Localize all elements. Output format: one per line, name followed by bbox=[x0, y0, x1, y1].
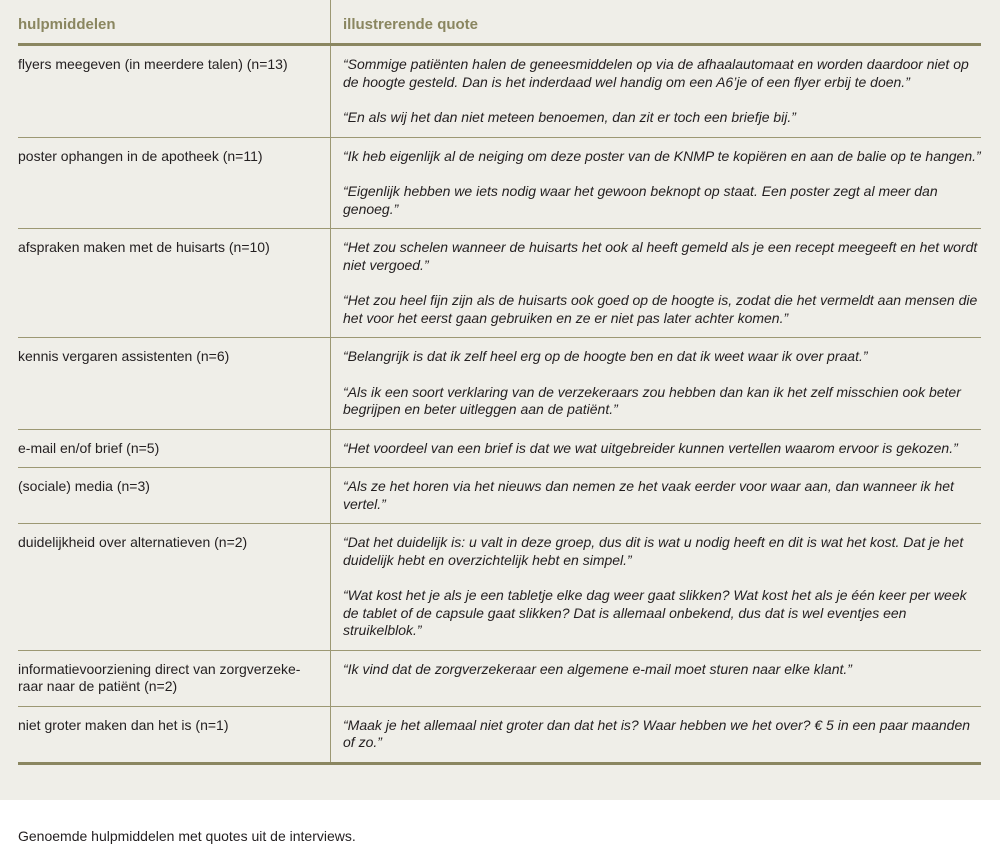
quote-cell bbox=[331, 46, 981, 137]
table-row bbox=[18, 524, 981, 651]
quote-text: “Eigenlijk hebben we iets nodig waar het gewoon beknopt op staat. Een poster zegt al meer dan genoeg.” bbox=[343, 183, 938, 217]
quote-text: “Sommige patiënten halen de geneesmiddelen op via de afhaalautomaat en worden daardoor niet op de hoogte gesteld. Dan is het inderdaad wel handig om een A6’je of een flyer erbij te doen.” bbox=[343, 56, 969, 90]
aid-cell: duidelijkheid over alternatieven (n=2) bbox=[18, 524, 331, 650]
table-row bbox=[18, 338, 981, 430]
aid-cell: e-mail en/of brief (n=5) bbox=[18, 430, 331, 468]
quote-text: “Maak je het allemaal niet groter dan dat het is? Waar hebben we het over? € 5 in een paar maanden of zo.” bbox=[343, 716, 971, 750]
header-aid: hulpmiddelen bbox=[18, 0, 331, 43]
quote-text: “Wat kost het je als je een tabletje elke dag weer gaat slikken? Wat kost het als je één keer per week de tablet of de capsule gaat slikken? Dat is allemaal onbekend, dus dat is wel eventjes een struikelblok.” bbox=[343, 587, 967, 638]
table-row bbox=[18, 138, 981, 230]
quote-cell bbox=[331, 524, 981, 650]
aid-cell: kennis vergaren assistenten (n=6) bbox=[18, 338, 331, 429]
aid-cell: flyers meegeven (in meerdere talen) (n=13) bbox=[18, 46, 331, 137]
quote-cell bbox=[331, 651, 981, 706]
table-row bbox=[18, 468, 981, 524]
header-quote: illustrerende quote bbox=[343, 16, 479, 33]
quote-text: “Het zou schelen wanneer de huisarts het ook al heeft gemeld als je een recept meegeeft en het wordt niet vergoed.” bbox=[343, 239, 978, 273]
quote-cell bbox=[331, 468, 981, 523]
quote-text: “Dat het duidelijk is: u valt in deze groep, dus dit is wat u nodig heeft en dit is wat het kost. Dat je het duidelijk hebt en overzichtelijk hebt en simpel.” bbox=[343, 534, 964, 568]
quote-cell bbox=[331, 229, 981, 337]
quotes-table bbox=[18, 0, 981, 765]
quote-text: “En als wij het dan niet meteen benoemen, dan zit er toch een briefje bij.” bbox=[343, 109, 796, 125]
quote-cell bbox=[331, 430, 981, 468]
table-caption: Genoemde hulpmiddelen met quotes uit de interviews. bbox=[18, 828, 356, 844]
aid-cell: informatievoorziening direct van zorgverzeke-raar naar de patiënt (n=2) bbox=[18, 651, 331, 706]
quote-cell bbox=[331, 338, 981, 429]
quote-text: “Belangrijk is dat ik zelf heel erg op de hoogte ben en dat ik weet waar ik over praat.” bbox=[343, 348, 868, 364]
aid-cell: niet groter maken dan het is (n=1) bbox=[18, 707, 331, 762]
table-body bbox=[18, 46, 981, 765]
quote-text: “Als ik een soort verklaring van de verzekeraars zou hebben dan kan ik het zelf misschien ook beter begrijpen en beter uitleggen aan de patiënt.” bbox=[343, 383, 961, 417]
quote-cell bbox=[331, 707, 981, 762]
table-row bbox=[18, 651, 981, 707]
table-header bbox=[18, 0, 981, 46]
table-row bbox=[18, 430, 981, 469]
quote-text: “Ik heb eigenlijk al de neiging om deze poster van de KNMP te kopiëren en aan de balie op te hangen.” bbox=[343, 147, 981, 164]
table-row bbox=[18, 46, 981, 138]
quote-text: “Het voordeel van een brief is dat we wat uitgebreider kunnen vertellen waarom ervoor is gekozen.” bbox=[343, 439, 958, 456]
aid-cell: poster ophangen in de apotheek (n=11) bbox=[18, 138, 331, 229]
table-row bbox=[18, 707, 981, 765]
quote-text: “Als ze het horen via het nieuws dan nemen ze het vaak eerder voor waar aan, dan wanneer ik het vertel.” bbox=[343, 478, 954, 512]
table-row bbox=[18, 229, 981, 338]
quote-text: “Ik vind dat de zorgverzekeraar een algemene e-mail moet sturen naar elke klant.” bbox=[343, 660, 852, 677]
quote-text: “Het zou heel fijn zijn als de huisarts ook goed op de hoogte is, zodat die het vermeldt aan mensen die het voor het eerst gaan gebruiken en ze er niet pas later achter komen.” bbox=[343, 292, 978, 326]
aid-cell: afspraken maken met de huisarts (n=10) bbox=[18, 229, 331, 337]
quote-cell bbox=[331, 138, 981, 229]
aid-cell: (sociale) media (n=3) bbox=[18, 468, 331, 523]
